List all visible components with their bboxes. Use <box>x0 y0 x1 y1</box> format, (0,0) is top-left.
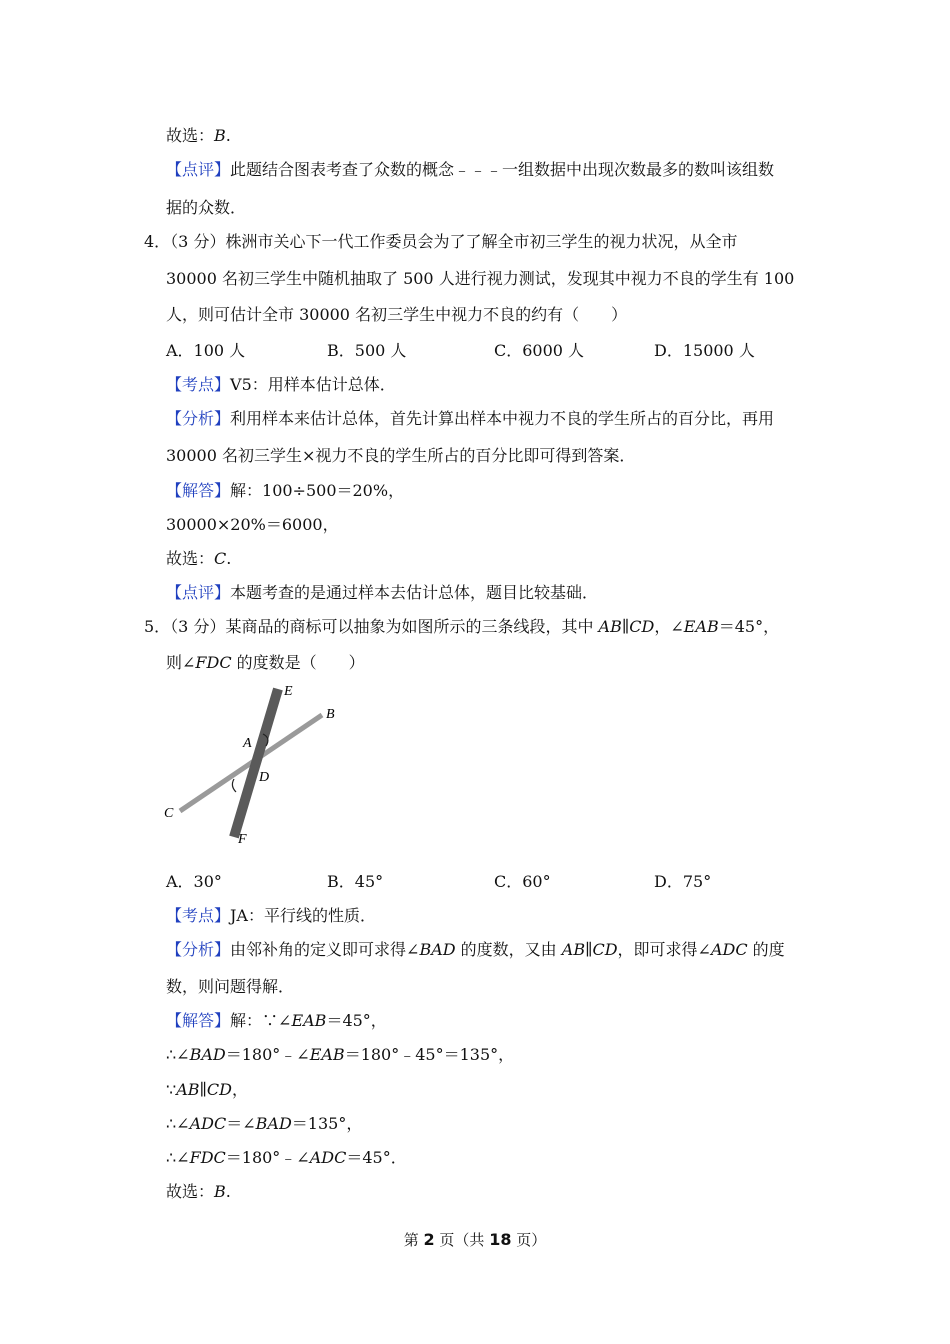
q5-knowledge-point: 【考点】JA：平行线的性质． <box>166 906 376 925</box>
answer-line: 故选：B. <box>166 126 231 145</box>
q4-knowledge-point: 【考点】V5：用样本估计总体． <box>166 375 396 394</box>
q5-solution-4: ∴∠ADC＝∠BAD＝135°， <box>166 1114 363 1133</box>
q4-analysis: 【分析】利用样本来估计总体，首先计算出样本中视力不良的学生所占的百分比，再用 <box>166 409 775 428</box>
label-c: C <box>164 806 174 821</box>
q5-option-a: A．30° <box>166 872 222 891</box>
q5-solution-1: 【解答】解：∵∠EAB＝45°， <box>166 1011 387 1030</box>
comment-line-cont: 据的众数． <box>166 198 247 217</box>
question-5-stem: 5．（3 分）某商品的商标可以抽象为如图所示的三条线段，其中 AB∥CD，∠EAB＝45°， <box>144 617 780 636</box>
q5-option-c: C．60° <box>494 872 551 891</box>
page-footer: 第 2 页（共 18 页） <box>403 1230 547 1249</box>
segment-ef <box>234 689 278 837</box>
q5-option-b: B．45° <box>327 872 384 891</box>
label-e: E <box>284 684 293 699</box>
q4-comment: 【点评】本题考查的是通过样本去估计总体，题目比较基础． <box>166 583 599 602</box>
q4-option-c: C．6000 人 <box>494 341 585 360</box>
question-4-stem: 4．（3 分）株洲市关心下一代工作委员会为了了解全市初三学生的视力状况，从全市 <box>144 232 738 251</box>
q4-solution: 【解答】解：100÷500＝20%， <box>166 481 405 500</box>
q5-analysis: 【分析】由邻补角的定义即可求得∠BAD 的度数，又由 AB∥CD，即可求得∠ADC 的度 <box>166 940 785 959</box>
q5-answer: 故选：B. <box>166 1182 231 1201</box>
comment-line: 【点评】此题结合图表考查了众数的概念﹣﹣﹣一组数据中出现次数最多的数叫该组数 <box>166 160 775 179</box>
q5-solution-3: ∵AB∥CD， <box>166 1080 248 1099</box>
q4-solution-2: 30000×20%＝6000， <box>166 515 339 534</box>
q4-option-d: D．15000 人 <box>654 341 755 360</box>
q5-analysis-cont: 数，则问题得解． <box>166 977 295 996</box>
q4-answer: 故选：C. <box>166 549 232 568</box>
q5-solution-5: ∴∠FDC＝180°﹣∠ADC＝45°． <box>166 1148 407 1167</box>
label-b: B <box>326 707 335 722</box>
q4-option-a: A．100 人 <box>166 341 246 360</box>
question-4-stem-2: 30000 名初三学生中随机抽取了 500 人进行视力测试，发现其中视力不良的学生有 100 <box>166 269 795 288</box>
trademark-figure <box>160 680 360 850</box>
question-4-stem-3: 人，则可估计全市 30000 名初三学生中视力不良的约有（ ） <box>166 305 628 324</box>
angle-mark-d <box>232 779 236 792</box>
q4-option-b: B．500 人 <box>327 341 407 360</box>
question-5-stem-2: 则∠FDC 的度数是（ ） <box>166 653 365 672</box>
label-f: F <box>238 832 247 847</box>
q5-solution-2: ∴∠BAD＝180°﹣∠EAB＝180°﹣45°＝135°， <box>166 1045 515 1064</box>
q4-analysis-cont: 30000 名初三学生×视力不良的学生所占的百分比即可得到答案． <box>166 446 636 465</box>
label-a: A <box>243 736 252 751</box>
label-d: D <box>259 770 270 785</box>
q5-option-d: D．75° <box>654 872 712 891</box>
